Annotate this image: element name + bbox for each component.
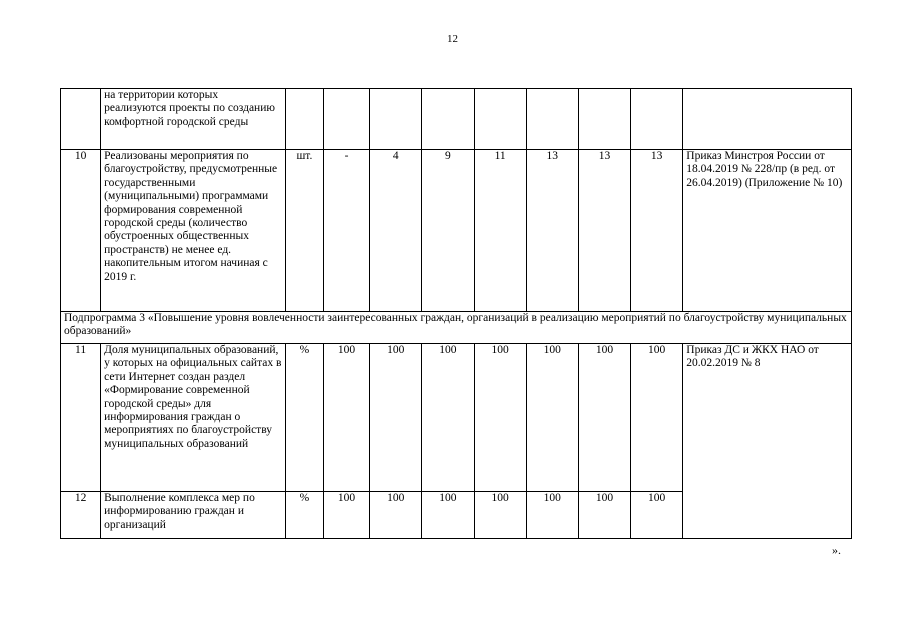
- source-cell: Приказ Минстроя России от 18.04.2019 № 228/пр (в ред. от 26.04.2019) (Приложение № 10): [683, 150, 852, 312]
- subprogram-title: Подпрограмма 3 «Повышение уровня вовлеченности заинтересованных граждан, организаций в реализацию мероприятий по благоустройству муниципальных образований»: [61, 312, 852, 344]
- value-cell: 4: [370, 150, 422, 312]
- row-number: [61, 89, 101, 150]
- value-cell: [370, 89, 422, 150]
- value-cell: -: [323, 150, 369, 312]
- table-row: [61, 89, 852, 150]
- source-cell: Приказ ДС и ЖКХ НАО от 20.02.2019 № 8: [683, 344, 852, 539]
- row-number: 11: [61, 344, 101, 492]
- value-cell: [631, 89, 683, 150]
- table-row: [61, 150, 852, 312]
- indicators-table: [60, 88, 852, 539]
- unit-cell: шт.: [285, 150, 323, 312]
- value-cell: 100: [526, 492, 578, 539]
- value-cell: [474, 89, 526, 150]
- subprogram-row: [61, 312, 852, 344]
- value-cell: 100: [323, 492, 369, 539]
- value-cell: 100: [370, 344, 422, 492]
- value-cell: 9: [422, 150, 474, 312]
- value-cell: [578, 89, 630, 150]
- table-row: [61, 344, 852, 492]
- value-cell: 100: [370, 492, 422, 539]
- value-cell: 100: [474, 492, 526, 539]
- unit-cell: %: [285, 344, 323, 492]
- value-cell: 100: [422, 492, 474, 539]
- value-cell: 13: [631, 150, 683, 312]
- value-cell: 13: [578, 150, 630, 312]
- value-cell: 100: [631, 492, 683, 539]
- value-cell: 11: [474, 150, 526, 312]
- value-cell: 100: [422, 344, 474, 492]
- indicator-name: Реализованы мероприятия по благоустройству, предусмотренные государственными (муниципальными) программами формирования современной городской среды (количество обустроенных общественных пространств) не менее ед. накопительным итогом начиная с 2019 г.: [101, 150, 286, 312]
- value-cell: [323, 89, 369, 150]
- source-cell: [683, 89, 852, 150]
- value-cell: [526, 89, 578, 150]
- value-cell: [422, 89, 474, 150]
- row-number: 12: [61, 492, 101, 539]
- page-number: 12: [447, 33, 458, 45]
- value-cell: 100: [631, 344, 683, 492]
- indicator-name: на территории которых реализуются проекты по созданию комфортной городской среды: [101, 89, 286, 150]
- value-cell: 100: [323, 344, 369, 492]
- value-cell: 100: [474, 344, 526, 492]
- value-cell: 13: [526, 150, 578, 312]
- indicator-name: Доля муниципальных образований, у которых на официальных сайтах в сети Интернет создан раздел «Формирование современной городской среды» для информирования граждан о мероприятиях по благоустройству муниципальных образований: [101, 344, 286, 492]
- unit-cell: %: [285, 492, 323, 539]
- unit-cell: [285, 89, 323, 150]
- value-cell: 100: [578, 344, 630, 492]
- indicator-name: Выполнение комплекса мер по информированию граждан и организаций: [101, 492, 286, 539]
- value-cell: 100: [578, 492, 630, 539]
- row-number: 10: [61, 150, 101, 312]
- closing-quote: ».: [832, 543, 841, 557]
- value-cell: 100: [526, 344, 578, 492]
